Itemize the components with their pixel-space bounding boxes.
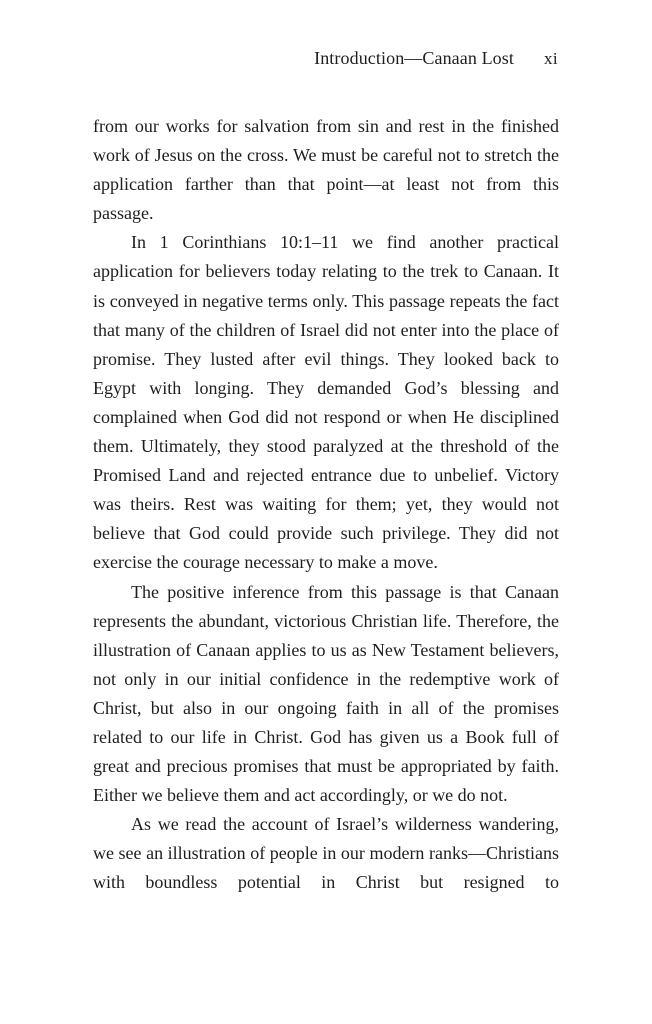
running-title: Introduction—Canaan Lost (314, 48, 514, 68)
paragraph-wilderness: As we read the account of Israel’s wilderness wandering, we see an illustration of people in our modern ranks—Christians with boundless potential in Christ but resigned to (93, 814, 559, 893)
page-number: xi (543, 49, 558, 68)
paragraph-continued: from our works for salvation from sin and rest in the finished work of Jesus on the cross. We must be careful not to stretch the application farther than that point—at least not from this passage. (93, 116, 559, 224)
body-text (93, 112, 559, 898)
paragraph-positive-inference: The positive inference from this passage is that Canaan represents the abundant, victorious Christian life. Therefore, the illustration of Canaan applies to us as New Testament believers, not only in our initial confidence in the redemptive work of Christ, but also in our ongoing faith in all of the promises related to our life in Christ. God has given us a Book full of great and precious promises that must be appropriated by faith. Either we believe them and act accordingly, or we do not. (93, 581, 559, 806)
running-head (314, 48, 558, 69)
paragraph-corinthians: In 1 Corinthians 10:1–11 we find another practical application for believers today relating to the trek to Canaan. It is conveyed in negative terms only. This passage repeats the fact that many of the children of Israel did not enter into the place of promise. They lusted after evil things. They looked back to Egypt with longing. They demanded God’s blessing and complained when God did not respond or when He disciplined them. Ultimately, they stood paralyzed at the threshold of the Promised Land and rejected entrance due to unbelief. Victory was theirs. Rest was waiting for them; yet, they would not believe that God could provide such privilege. They did not exercise the courage necessary to make a move. (93, 232, 559, 573)
